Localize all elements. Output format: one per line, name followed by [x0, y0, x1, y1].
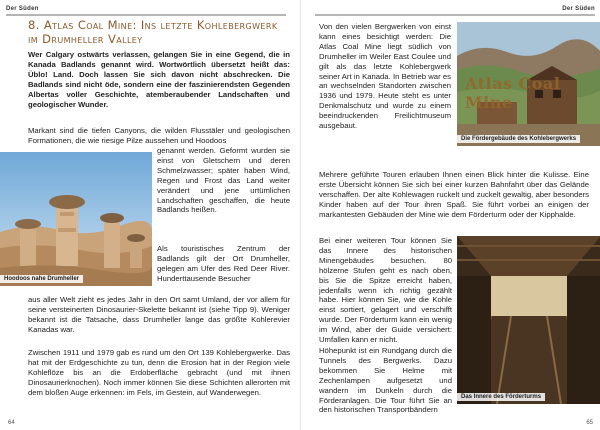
body-paragraph: genannt werden. Geformt wurden sie einst von Gletschern und deren Schmelzwasser; später haben Wind, Regen und Frost das Land weiter verändert und jene urtümlichen Landschaften geschaffen, die heute Badlands heißen.	[157, 146, 290, 215]
body-paragraph: Von den vielen Bergwerken von einst kann eines besichtigt werden: Die Atlas Coal Mine liegt südlich von Drumheller im Weiler East Coulee und gilt als das letzte Kohlebergwerk seiner Art in Kanada. In Betrieb war es an wechselnden Standorten zwischen 1936 und 1979. Heute steht es unter Denkmalschutz und wurde zu einem beeindruckenden Freilichtmuseum ausgebaut.	[319, 22, 451, 131]
mine-sign: Atlas Coal Mine	[465, 74, 561, 112]
photo-caption: Hoodoos nahe Drumheller	[0, 275, 83, 283]
body-paragraph: Bei einer weiteren Tour können Sie das Innere des historischen Minengebäudes besuchen. 80 hölzerne Stufen geht es nach oben, bis Sie die Spitze erreicht haben, jedenfalls wenn ich richtig gezählt habe. Hier können Sie, wie die Kohle einst sortiert, gelagert und verschifft wurde. Der Förderturm kann ein wenig im Wind, aber der Guide versichert: Umfallen kann er nicht.	[319, 236, 452, 345]
coal-mine-photo	[457, 22, 600, 146]
body-paragraph: Mehrere geführte Touren erlauben Ihnen einen Blick hinter die Kulisse. Eine erste Übersicht können Sie sich bei einer kurzen Bahnfahrt über das Gelände verschaffen. Der alte Kohlewagen ruckelt und zuckelt gewaltig, aber besonders Kinder haben auf der Tour ihren Spaß. Sie führt vorbei an einigen der markantesten Gebäuden der Mine wie dem Förderturm oder der Kipphalde.	[319, 170, 589, 219]
running-head: Der Süden	[562, 6, 595, 12]
interior-illustration	[457, 236, 600, 404]
header-rule	[315, 14, 595, 16]
body-paragraph: Markant sind die tiefen Canyons, die wilden Flusstäler und geologischen Formationen, die wie riesige Pilze aussehen und Hoodoos	[28, 126, 290, 145]
page-number: 65	[586, 420, 593, 426]
hoodoos-illustration	[0, 152, 152, 286]
body-paragraph: aus aller Welt zieht es jedes Jahr in den Ort samt Umland, der vor allem für seine versteinerten Dinosaurier-Skelette bekannt ist (siehe Tipp 9). Weniger bekannt ist die Tatsache, dass Drumheller lange das größte Kohlerevier Kanadas war.	[28, 295, 290, 334]
body-paragraph: Zwischen 1911 und 1979 gab es rund um den Ort 139 Kohlebergwerke. Das hat mit der Erdgeschichte zu tun, denn die Erosion hat in der Region viele Kohleflöze bis an die Erdoberfläche gebracht (und mit ihnen Dinosaurierknochen). Noch immer können Sie diese Schichten allerorten mit dem bloßen Auge erkennen: im Fels, im Gestein, auf Wanderwegen.	[28, 348, 290, 397]
hoodoos-photo	[0, 152, 152, 286]
running-head: Der Süden	[6, 6, 39, 12]
interior-photo	[457, 236, 600, 404]
body-paragraph: Höhepunkt ist ein Rundgang durch die Tunnels des Bergwerks. Dazu bekommen Sie Helme mit Zechenlampen aufgesetzt und wandern im Dunkeln durch die Förderanlagen. Die Tour führt Sie an den historischen Transportbändern	[319, 346, 452, 415]
lead-paragraph: Wer Calgary ostwärts verlassen, gelangen Sie in eine Gegend, die in Kanada Badlands genannt wird. Wortwörtlich übersetzt heißt das: Üblo! Land. Doch lassen Sie sich davon nicht abschrecken. Die Badlands sind nicht öde, sondern eine der faszinierendsten Gegenden Albertas voller Geschichte, atemberaubender Landschaften und geologischer Wunder.	[28, 50, 290, 109]
photo-caption: Das Innere des Förderturms	[457, 393, 545, 401]
article-title: 8. Atlas Coal Mine: Ins letzte Kohlebergwerk im Drumheller Valley	[28, 18, 278, 46]
header-rule	[6, 14, 286, 16]
right-page	[300, 0, 600, 430]
page-number: 64	[8, 420, 15, 426]
body-paragraph: Als touristisches Zentrum der Badlands gilt der Ort Drumheller, gelegen am Ufer des Red Deer River. Hunderttausende Besucher	[157, 244, 290, 283]
photo-caption: Die Fördergebäude des Kohlebergwerks	[457, 135, 580, 143]
